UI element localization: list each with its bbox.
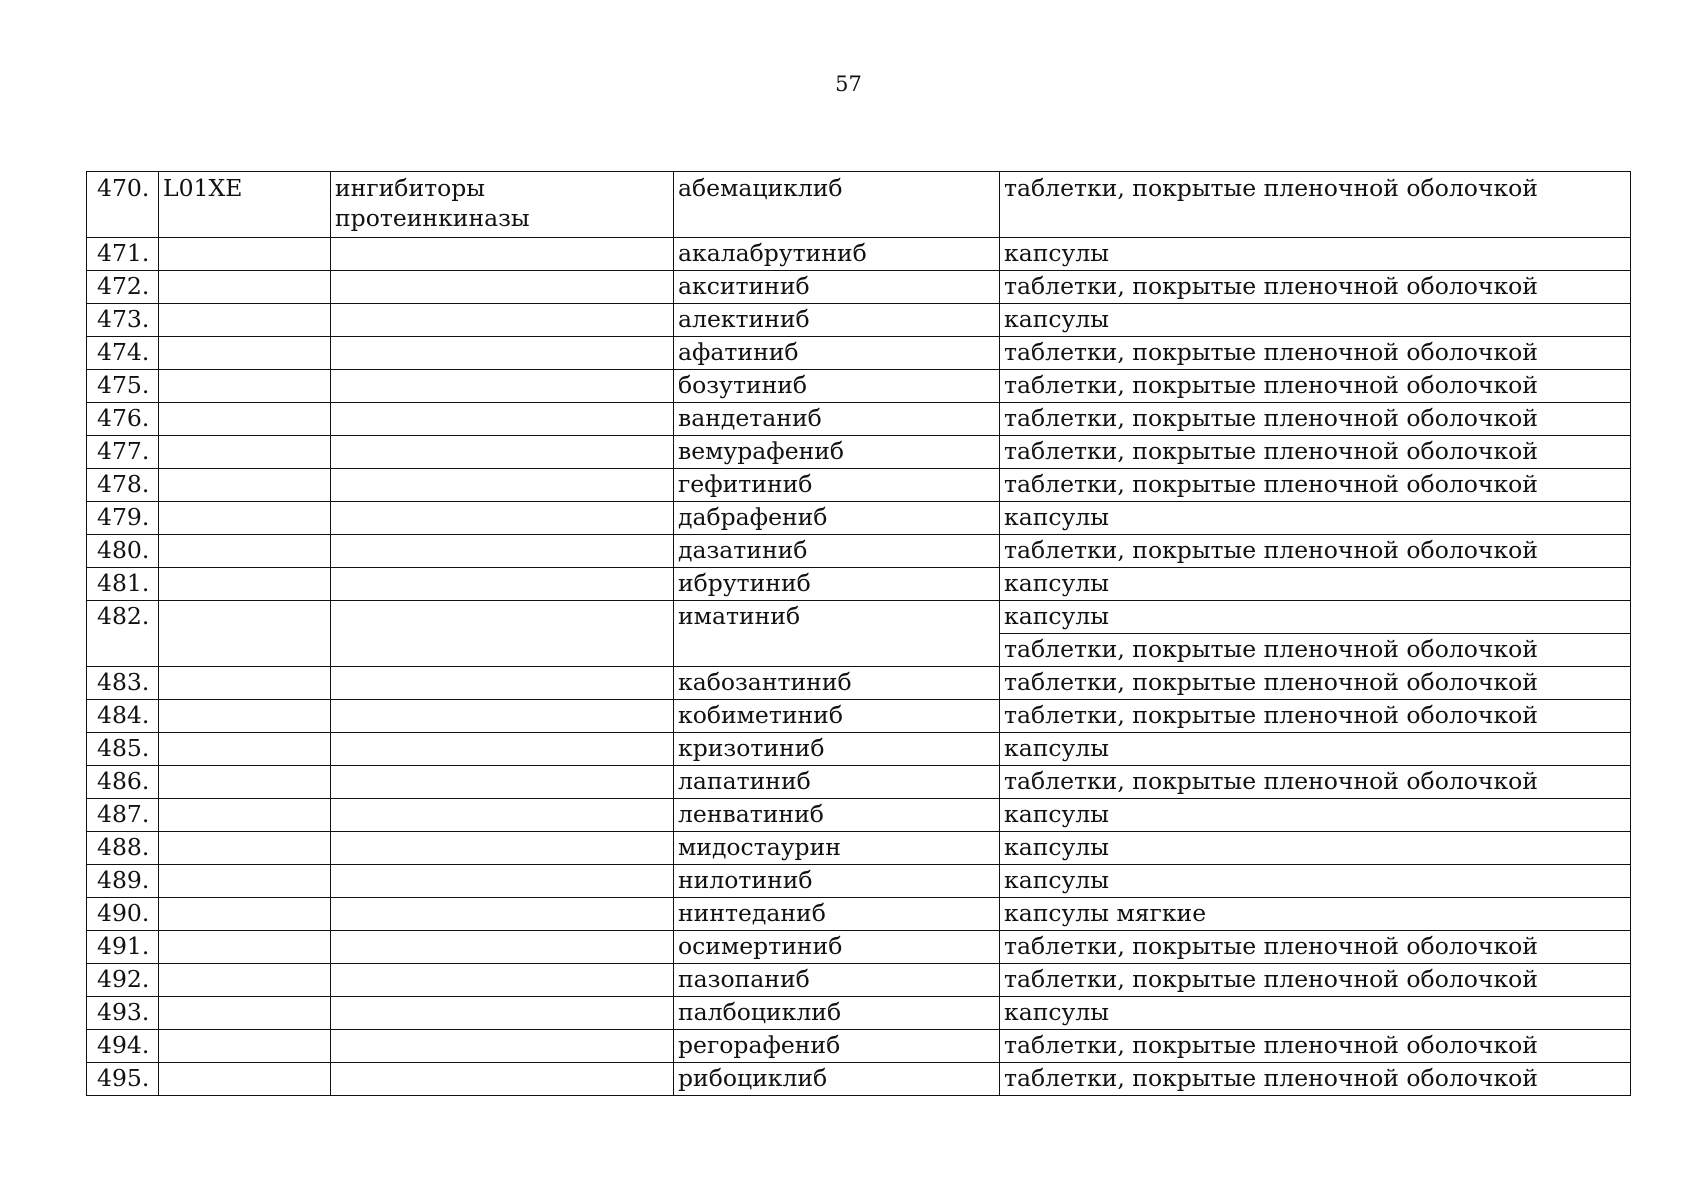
group-name-cell: ингибиторы протеинкиназы — [331, 172, 674, 238]
row-number-cell: 483. — [87, 667, 159, 700]
table-row — [87, 964, 1631, 997]
drug-name-cell: ибрутиниб — [674, 568, 1000, 601]
group-name-cell — [331, 370, 674, 403]
row-number-cell: 489. — [87, 865, 159, 898]
row-number-cell: 486. — [87, 766, 159, 799]
group-name-cell — [331, 568, 674, 601]
row-number-cell: 481. — [87, 568, 159, 601]
drug-name-cell: ленватиниб — [674, 799, 1000, 832]
drug-name-cell: мидостаурин — [674, 832, 1000, 865]
row-number-cell: 487. — [87, 799, 159, 832]
group-name-cell — [331, 271, 674, 304]
group-name-cell — [331, 799, 674, 832]
atc-code-cell — [159, 238, 331, 271]
table-row — [87, 172, 1631, 238]
drug-name-cell: пазопаниб — [674, 964, 1000, 997]
drug-name-cell: лапатиниб — [674, 766, 1000, 799]
dosage-form-cell: таблетки, покрытые пленочной оболочкой — [1000, 469, 1631, 502]
row-number-cell: 476. — [87, 403, 159, 436]
group-name-cell — [331, 469, 674, 502]
dosage-form-cell: таблетки, покрытые пленочной оболочкой — [1000, 535, 1631, 568]
drug-name-cell: бозутиниб — [674, 370, 1000, 403]
dosage-form-cell: таблетки, покрытые пленочной оболочкой — [1000, 964, 1631, 997]
drug-name-cell: палбоциклиб — [674, 997, 1000, 1030]
table-row — [87, 304, 1631, 337]
drug-name-cell: акалабрутиниб — [674, 238, 1000, 271]
atc-code-cell — [159, 337, 331, 370]
dosage-form-cell: таблетки, покрытые пленочной оболочкой — [1000, 403, 1631, 436]
table-row — [87, 601, 1631, 634]
drug-name-cell: рибоциклиб — [674, 1063, 1000, 1096]
group-name-cell — [331, 667, 674, 700]
group-name-cell — [331, 238, 674, 271]
table-body — [87, 172, 1631, 1096]
dosage-form-cell: таблетки, покрытые пленочной оболочкой — [1000, 271, 1631, 304]
group-name-cell — [331, 535, 674, 568]
atc-code-cell — [159, 271, 331, 304]
table-row — [87, 700, 1631, 733]
group-name-cell — [331, 700, 674, 733]
dosage-form-cell: капсулы — [1000, 502, 1631, 535]
table-row — [87, 865, 1631, 898]
row-number-cell: 470. — [87, 172, 159, 238]
atc-code-cell — [159, 799, 331, 832]
atc-code-cell — [159, 766, 331, 799]
group-name-cell — [331, 964, 674, 997]
table-row — [87, 898, 1631, 931]
row-number-cell: 477. — [87, 436, 159, 469]
drug-name-cell: осимертиниб — [674, 931, 1000, 964]
table-row — [87, 832, 1631, 865]
row-number-cell: 482. — [87, 601, 159, 667]
row-number-cell: 474. — [87, 337, 159, 370]
group-name-cell — [331, 436, 674, 469]
atc-code-cell — [159, 304, 331, 337]
row-number-cell: 484. — [87, 700, 159, 733]
dosage-form-cell: капсулы — [1000, 997, 1631, 1030]
atc-code-cell — [159, 1063, 331, 1096]
dosage-form-cell: капсулы — [1000, 601, 1631, 634]
atc-code-cell — [159, 832, 331, 865]
dosage-form-cell: таблетки, покрытые пленочной оболочкой — [1000, 1063, 1631, 1096]
drug-name-cell: дабрафениб — [674, 502, 1000, 535]
dosage-form-cell: таблетки, покрытые пленочной оболочкой — [1000, 766, 1631, 799]
dosage-form-cell: таблетки, покрытые пленочной оболочкой — [1000, 634, 1631, 667]
drug-name-cell: кабозантиниб — [674, 667, 1000, 700]
table-row — [87, 1063, 1631, 1096]
table-row — [87, 403, 1631, 436]
table-row — [87, 931, 1631, 964]
table-row — [87, 337, 1631, 370]
group-name-cell — [331, 997, 674, 1030]
atc-code-cell — [159, 568, 331, 601]
atc-code-cell — [159, 436, 331, 469]
row-number-cell: 480. — [87, 535, 159, 568]
drug-name-cell: гефитиниб — [674, 469, 1000, 502]
table-row — [87, 766, 1631, 799]
dosage-form-cell: таблетки, покрытые пленочной оболочкой — [1000, 1030, 1631, 1063]
group-name-cell — [331, 502, 674, 535]
atc-code-cell — [159, 535, 331, 568]
table-row — [87, 370, 1631, 403]
atc-code-cell — [159, 931, 331, 964]
dosage-form-cell: капсулы — [1000, 238, 1631, 271]
group-name-cell — [331, 931, 674, 964]
group-name-cell — [331, 337, 674, 370]
table-row — [87, 733, 1631, 766]
group-name-cell — [331, 898, 674, 931]
atc-code-cell — [159, 865, 331, 898]
drug-name-cell: акситиниб — [674, 271, 1000, 304]
dosage-form-cell: капсулы — [1000, 733, 1631, 766]
group-name-cell — [331, 832, 674, 865]
drug-name-cell: регорафениб — [674, 1030, 1000, 1063]
table-row — [87, 238, 1631, 271]
page-number: 57 — [835, 72, 862, 96]
dosage-form-cell: капсулы мягкие — [1000, 898, 1631, 931]
drug-name-cell: нилотиниб — [674, 865, 1000, 898]
atc-code-cell — [159, 667, 331, 700]
table-row — [87, 271, 1631, 304]
table-row — [87, 568, 1631, 601]
dosage-form-cell: таблетки, покрытые пленочной оболочкой — [1000, 667, 1631, 700]
table-row — [87, 667, 1631, 700]
atc-code-cell — [159, 403, 331, 436]
drug-name-cell: вандетаниб — [674, 403, 1000, 436]
drug-name-cell: дазатиниб — [674, 535, 1000, 568]
table-row — [87, 535, 1631, 568]
drug-name-cell: абемациклиб — [674, 172, 1000, 238]
atc-code-cell — [159, 469, 331, 502]
dosage-form-cell: таблетки, покрытые пленочной оболочкой — [1000, 931, 1631, 964]
atc-code-cell: L01XE — [159, 172, 331, 238]
atc-code-cell — [159, 502, 331, 535]
group-name-cell — [331, 403, 674, 436]
atc-code-cell — [159, 601, 331, 667]
row-number-cell: 491. — [87, 931, 159, 964]
row-number-cell: 494. — [87, 1030, 159, 1063]
row-number-cell: 478. — [87, 469, 159, 502]
table-row — [87, 799, 1631, 832]
atc-code-cell — [159, 898, 331, 931]
atc-code-cell — [159, 964, 331, 997]
drug-name-cell: афатиниб — [674, 337, 1000, 370]
row-number-cell: 492. — [87, 964, 159, 997]
drug-table — [86, 171, 1631, 1096]
table-row — [87, 436, 1631, 469]
dosage-form-cell: капсулы — [1000, 799, 1631, 832]
atc-code-cell — [159, 733, 331, 766]
dosage-form-cell: капсулы — [1000, 304, 1631, 337]
atc-code-cell — [159, 1030, 331, 1063]
drug-name-cell: кобиметиниб — [674, 700, 1000, 733]
table-row — [87, 502, 1631, 535]
drug-name-cell: вемурафениб — [674, 436, 1000, 469]
dosage-form-cell: таблетки, покрытые пленочной оболочкой — [1000, 436, 1631, 469]
row-number-cell: 471. — [87, 238, 159, 271]
row-number-cell: 493. — [87, 997, 159, 1030]
dosage-form-cell: таблетки, покрытые пленочной оболочкой — [1000, 172, 1631, 238]
drug-name-cell: алектиниб — [674, 304, 1000, 337]
table-row — [87, 1030, 1631, 1063]
group-name-cell — [331, 304, 674, 337]
dosage-form-cell: таблетки, покрытые пленочной оболочкой — [1000, 370, 1631, 403]
group-name-cell — [331, 601, 674, 667]
row-number-cell: 473. — [87, 304, 159, 337]
row-number-cell: 485. — [87, 733, 159, 766]
group-name-cell — [331, 733, 674, 766]
group-name-cell — [331, 865, 674, 898]
table-row — [87, 469, 1631, 502]
atc-code-cell — [159, 700, 331, 733]
row-number-cell: 479. — [87, 502, 159, 535]
row-number-cell: 495. — [87, 1063, 159, 1096]
row-number-cell: 472. — [87, 271, 159, 304]
drug-name-cell: кризотиниб — [674, 733, 1000, 766]
row-number-cell: 475. — [87, 370, 159, 403]
drug-name-cell: нинтеданиб — [674, 898, 1000, 931]
dosage-form-cell: таблетки, покрытые пленочной оболочкой — [1000, 337, 1631, 370]
drug-name-cell: иматиниб — [674, 601, 1000, 667]
atc-code-cell — [159, 997, 331, 1030]
group-name-cell — [331, 1063, 674, 1096]
group-name-cell — [331, 1030, 674, 1063]
group-name-cell — [331, 766, 674, 799]
table-row — [87, 997, 1631, 1030]
dosage-form-cell: капсулы — [1000, 865, 1631, 898]
dosage-form-cell: капсулы — [1000, 832, 1631, 865]
dosage-form-cell: капсулы — [1000, 568, 1631, 601]
atc-code-cell — [159, 370, 331, 403]
row-number-cell: 490. — [87, 898, 159, 931]
row-number-cell: 488. — [87, 832, 159, 865]
dosage-form-cell: таблетки, покрытые пленочной оболочкой — [1000, 700, 1631, 733]
